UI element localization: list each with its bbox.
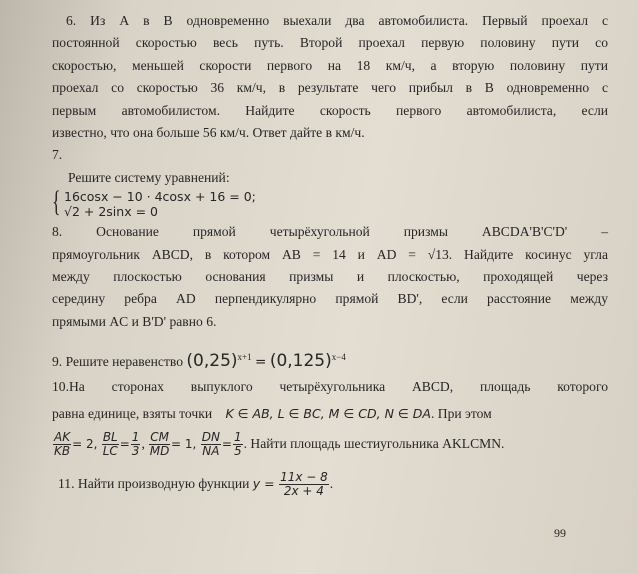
problem-8-line-5: прямыми AC и B'D' равно 6. [52, 313, 217, 329]
ratio-ak-kb-denominator: KB [53, 444, 71, 459]
problem-10-line-2 [52, 403, 608, 425]
inequality-right-exponent: x−4 [331, 352, 346, 363]
function-denominator: 2x + 4 [283, 484, 324, 499]
ratio-ak-kb [53, 431, 71, 458]
ratio-dn-na-equals: = [221, 437, 232, 452]
ratio-bl-lc-equals: = [119, 437, 130, 452]
ratio-dn-na-value-denominator: 5 [233, 444, 242, 459]
problem-11 [58, 469, 608, 499]
problem-7-instruction: Решите систему уравнений: [68, 169, 230, 185]
inequality-left: (0,25) [186, 351, 238, 372]
problem-8-line-2: прямоугольник ABCD, в котором AB = 14 и AD = √13. Найдите косинус угла [52, 246, 608, 262]
problem-10-tail: . Найти площадь шестиугольника AKLCMN. [243, 436, 505, 452]
problem-10-points: K ∈ AB, L ∈ BC, M ∈ CD, N ∈ DA [225, 405, 431, 421]
ratio-bl-lc-value-numerator: 1 [131, 430, 140, 445]
ratio-dn-na-numerator: DN [201, 430, 220, 445]
function-numerator: 11x − 8 [280, 470, 328, 485]
problem-7-number: 7. [52, 147, 63, 163]
ratio-cm-md-denominator: MD [149, 444, 170, 459]
ratio-cm-md-numerator: CM [150, 430, 169, 445]
problem-9 [52, 343, 608, 376]
inequality-left-exponent: x+1 [237, 352, 252, 363]
page-number: 99 [554, 525, 566, 540]
system-brace: { [52, 185, 61, 219]
problem-6-line-6: известно, что она больше 56 км/ч. Ответ дайте в км/ч. [52, 125, 365, 141]
ratio-cm-md-value: = 1, [170, 437, 197, 452]
problem-10-line-2-text: равна единице, взяты точки [52, 405, 213, 421]
equation-system [52, 185, 608, 220]
function-y: y = [252, 476, 275, 492]
problem-6-line-4: проехал со скоростью 36 км/ч, в результате чего прибыл в В одновременно с [52, 80, 608, 96]
equation-2: √2 + 2sinx = 0 [64, 204, 158, 220]
problem-6 [52, 10, 608, 144]
inequality-right: (0,125) [269, 351, 332, 372]
equation-1: 16cosx − 10 · 4cosx + 16 = 0; [64, 189, 256, 205]
problem-6-line-1: 6. Из А в В одновременно выехали два автомобилиста. Первый проехал с [66, 13, 608, 28]
problem-8-line-4: середину ребра AD перпендикулярно прямой BD', если расстояние между [52, 291, 608, 307]
ratio-bl-lc-numerator: BL [102, 430, 118, 445]
problem-6-line-5: первым автомобилистом. Найдите скорость первого автомобилиста, если [52, 102, 608, 118]
problem-6-line-3: скоростью, меньшей скорости первого на 18 км/ч, а вторую половину пути [52, 57, 608, 73]
problem-11-text: 11. Найти производную функции [58, 476, 250, 492]
ratio-bl-lc-denominator: LC [102, 444, 118, 459]
problem-11-end: . [329, 476, 334, 492]
ratio-bl-lc [102, 431, 119, 458]
inequality-sign: = [255, 354, 267, 371]
problem-10 [52, 376, 608, 459]
ratio-cm-md [149, 431, 170, 458]
problem-8-line-1: 8. Основание прямой четырёхугольной призмы ABCDA'B'C'D' – [52, 224, 608, 240]
function-fraction [279, 471, 329, 498]
problem-10-line-2-tail: . При этом [430, 405, 492, 421]
problem-7 [52, 144, 608, 219]
ratio-bl-lc-value-denominator: 3 [131, 444, 140, 459]
ratio-ak-kb-numerator: AK [54, 430, 71, 445]
problem-10-line-1: 10.На сторонах выпуклого четырёхугольника ABCD, площадь которого [52, 379, 608, 395]
problem-8-line-3: между плоскостью основания призмы и плоскостью, проходящей через [52, 269, 608, 285]
ratio-ak-kb-value: = 2, [72, 437, 98, 452]
problem-6-line-2: постоянной скоростью весь путь. Второй проехал первую половину пути со [52, 35, 608, 51]
problem-10-line-3: $\frac{AK}{KB}$ = 2, $\frac{BL}{LC}$ = $\frac{1}{3}$ , $\frac{CM}{MD}$ = 1, $\frac{DN}{NA}$ = $\frac{1}{5}$ . Найти площадь шестиугольника AKLCMN. [53, 430, 505, 459]
ratio-bl-lc-value [131, 431, 141, 458]
ratio-dn-na-value-numerator: 1 [233, 430, 242, 445]
ratio-dn-na [201, 431, 221, 458]
problem-9-text: 9. Решите неравенство [52, 354, 184, 370]
ratio-dn-na-denominator: NA [202, 444, 220, 459]
ratio-dn-na-value [233, 431, 243, 458]
problem-8 [52, 221, 608, 333]
